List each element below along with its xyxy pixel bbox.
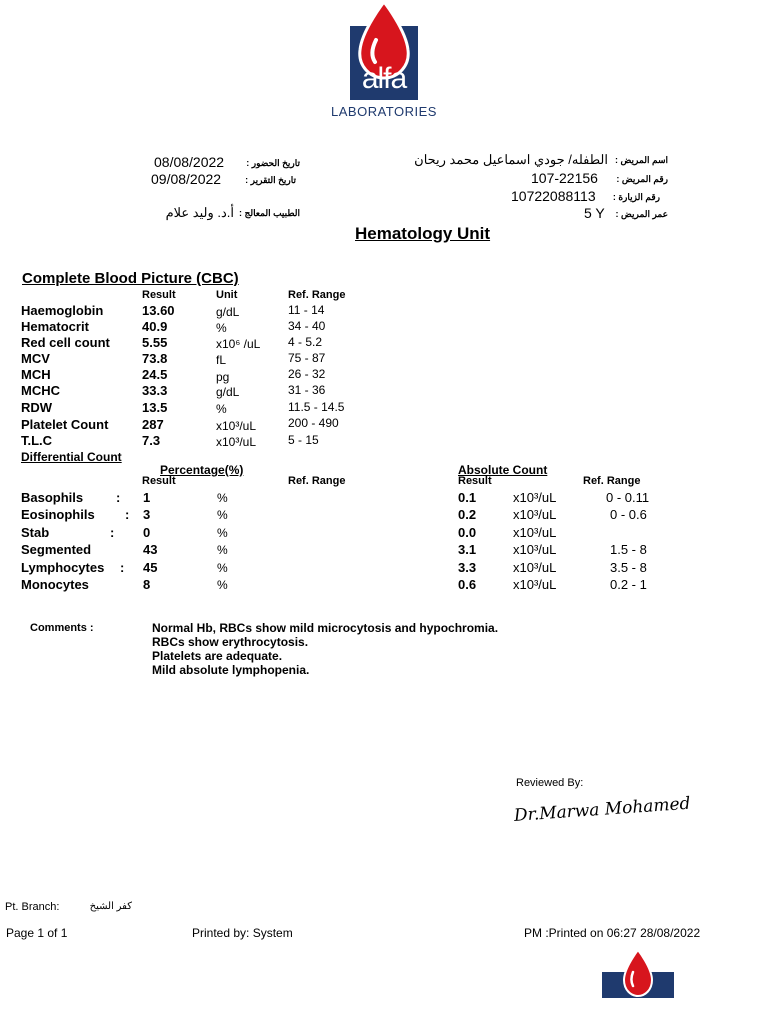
cbc-row-result: 287 xyxy=(142,417,164,432)
cbc-row-ref: 200 - 490 xyxy=(288,416,339,430)
footer-logo xyxy=(602,948,674,998)
pct-ref-header: Ref. Range xyxy=(288,475,346,487)
cbc-row-ref: 11 - 14 xyxy=(288,303,325,317)
cbc-row-name: Platelet Count xyxy=(21,417,109,432)
cbc-row-result: 7.3 xyxy=(142,433,161,448)
cbc-row-ref: 75 - 87 xyxy=(288,351,326,365)
cbc-row-unit: fL xyxy=(216,353,227,367)
diff-row-name: Monocytes xyxy=(21,577,89,592)
printed-by: Printed by: System xyxy=(192,926,293,940)
diff-row-abs: 0.0 xyxy=(458,525,477,540)
visit-label: رقم الزيارة : xyxy=(612,192,660,202)
cbc-row-unit: x10³/uL xyxy=(216,419,257,433)
printed-on: PM :Printed on 06:27 28/08/2022 xyxy=(524,926,701,940)
comment-line: Platelets are adequate. xyxy=(152,649,283,663)
branch-label: Pt. Branch: xyxy=(5,901,60,913)
cbc-row-unit: g/dL xyxy=(216,385,240,399)
diff-row-name: Lymphocytes xyxy=(21,560,105,575)
patient-id-label: رقم المريض : xyxy=(616,174,668,184)
diff-row-colon: : xyxy=(110,525,115,540)
comment-line: Normal Hb, RBCs show mild microcytosis and hypochromia. xyxy=(152,621,499,635)
logo-subtitle: LABORATORIES xyxy=(331,104,437,119)
report-date-label: تاريخ التقرير : xyxy=(245,175,296,185)
diff-row-pct: 45 xyxy=(143,560,158,575)
diff-row-name: Basophils xyxy=(21,490,84,505)
diff-row-abs: 0.2 xyxy=(458,507,477,522)
cbc-row-result: 5.55 xyxy=(142,335,168,350)
cbc-row-ref: 11.5 - 14.5 xyxy=(288,400,345,414)
diff-row-pct-unit: % xyxy=(217,578,228,592)
age-value: 5 Y xyxy=(584,205,605,221)
cbc-col-result: Result xyxy=(142,289,176,301)
cbc-row-result: 24.5 xyxy=(142,367,168,382)
cbc-row-ref: 26 - 32 xyxy=(288,367,326,381)
diff-row-abs-ref: 0 - 0.11 xyxy=(606,490,650,505)
diff-title: Differential Count xyxy=(21,450,122,464)
cbc-row-ref: 31 - 36 xyxy=(288,383,326,397)
abs-result-header: Result xyxy=(458,475,492,487)
cbc-row-result: 13.60 xyxy=(142,303,175,318)
diff-row-abs: 3.1 xyxy=(458,542,477,557)
cbc-row-result: 40.9 xyxy=(142,319,168,334)
diff-row-pct: 0 xyxy=(143,525,151,540)
diff-row-name: Eosinophils xyxy=(21,507,95,522)
diff-row-name: Segmented xyxy=(21,542,92,557)
cbc-col-ref: Ref. Range xyxy=(288,289,346,301)
cbc-col-unit: Unit xyxy=(216,289,238,301)
doctor-value: أ.د. وليد علام xyxy=(165,205,234,220)
diff-row-abs: 0.6 xyxy=(458,577,477,592)
cbc-row-result: 13.5 xyxy=(142,400,168,415)
diff-row-abs-ref: 0 - 0.6 xyxy=(610,507,647,522)
cbc-row-unit: g/dL xyxy=(216,305,240,319)
abs-title: Absolute Count xyxy=(458,463,548,477)
diff-row-pct: 43 xyxy=(143,542,158,557)
pct-result-header: Result xyxy=(142,475,176,487)
patient-id-value: 107-22156 xyxy=(531,170,598,186)
diff-row-colon: : xyxy=(116,490,121,505)
diff-row-abs-unit: x10³/uL xyxy=(513,525,557,540)
cbc-row-name: T.L.C xyxy=(21,433,53,448)
page-number: Page 1 of 1 xyxy=(6,926,68,940)
age-label: عمر المريض : xyxy=(615,209,668,219)
cbc-row-unit: % xyxy=(216,321,227,335)
cbc-row-ref: 34 - 40 xyxy=(288,319,326,333)
branch-value: كفر الشيخ xyxy=(89,901,132,912)
comment-line: RBCs show erythrocytosis. xyxy=(152,635,309,649)
attend-date-label: تاريخ الحضور : xyxy=(246,158,300,168)
cbc-row-name: Haemoglobin xyxy=(21,303,104,318)
cbc-row-name: MCH xyxy=(21,367,51,382)
diff-row-pct-unit: % xyxy=(217,508,228,522)
signature: Dr.Marwa Mohamed xyxy=(513,793,692,826)
comments-label: Comments : xyxy=(30,622,94,634)
diff-row-pct-unit: % xyxy=(217,543,228,557)
cbc-row-result: 73.8 xyxy=(142,351,168,366)
report-date-value: 09/08/2022 xyxy=(151,171,222,187)
pct-title: Percentage(%) xyxy=(160,463,244,477)
patient-name-value: الطفله/ جودي اسماعيل محمد ريحان xyxy=(414,152,608,167)
cbc-row-unit: pg xyxy=(216,370,230,384)
cbc-row-ref: 5 - 15 xyxy=(288,433,319,447)
cbc-row-name: RDW xyxy=(21,400,53,415)
diff-row-abs-unit: x10³/uL xyxy=(513,560,557,575)
diff-row-abs-unit: x10³/uL xyxy=(513,490,557,505)
alfa-logo xyxy=(322,0,446,122)
cbc-row-name: MCV xyxy=(21,351,50,366)
diff-row-abs-ref: 3.5 - 8 xyxy=(610,560,647,575)
doctor-label: الطبيب المعالج : xyxy=(239,208,300,218)
logo-name: alfa xyxy=(361,62,407,95)
cbc-title: Complete Blood Picture (CBC) xyxy=(22,270,239,287)
cbc-row-unit: x10⁶ /uL xyxy=(216,337,261,351)
cbc-row-name: Hematocrit xyxy=(21,319,89,334)
diff-row-pct-unit: % xyxy=(217,491,228,505)
cbc-row-result: 33.3 xyxy=(142,383,168,398)
diff-row-colon: : xyxy=(120,560,125,575)
cbc-row-unit: x10³/uL xyxy=(216,435,257,449)
visit-value: 10722088113 xyxy=(511,188,596,204)
abs-ref-header: Ref. Range xyxy=(583,475,641,487)
blood-drop-icon xyxy=(602,948,674,998)
attend-date-value: 08/08/2022 xyxy=(154,154,225,170)
comment-line: Mild absolute lymphopenia. xyxy=(152,663,310,677)
cbc-row-name: Red cell count xyxy=(21,335,110,350)
diff-row-abs-ref: 0.2 - 1 xyxy=(610,577,647,592)
cbc-row-ref: 4 - 5.2 xyxy=(288,335,323,349)
unit-title: Hematology Unit xyxy=(355,224,491,243)
diff-row-abs-ref: 1.5 - 8 xyxy=(610,542,647,557)
reviewed-by-label: Reviewed By: xyxy=(516,777,584,789)
diff-row-pct: 3 xyxy=(143,507,151,522)
diff-row-abs-unit: x10³/uL xyxy=(513,507,557,522)
diff-row-abs: 3.3 xyxy=(458,560,477,575)
diff-row-name: Stab xyxy=(21,525,50,540)
cbc-row-unit: % xyxy=(216,402,227,416)
diff-row-colon: : xyxy=(125,507,130,522)
diff-row-pct-unit: % xyxy=(217,526,228,540)
cbc-row-name: MCHC xyxy=(21,383,60,398)
diff-row-pct-unit: % xyxy=(217,561,228,575)
diff-row-pct: 8 xyxy=(143,577,151,592)
diff-row-abs-unit: x10³/uL xyxy=(513,542,557,557)
diff-row-pct: 1 xyxy=(143,490,151,505)
diff-row-abs: 0.1 xyxy=(458,490,477,505)
patient-name-label: اسم المريض : xyxy=(615,155,668,165)
diff-row-abs-unit: x10³/uL xyxy=(513,577,557,592)
